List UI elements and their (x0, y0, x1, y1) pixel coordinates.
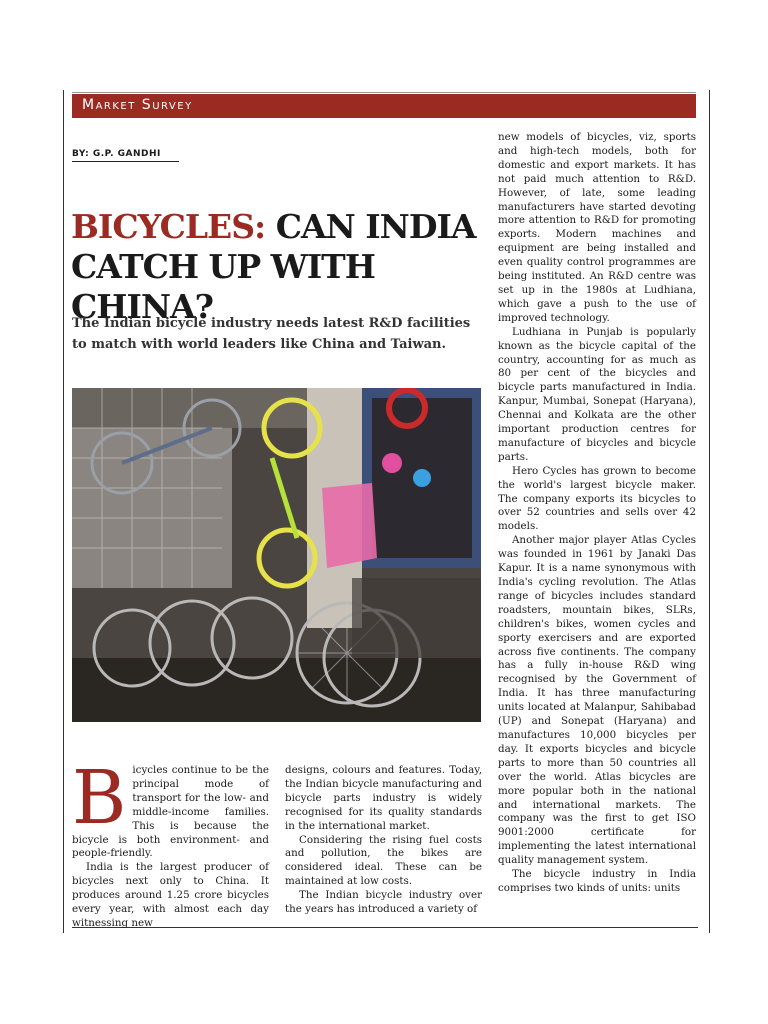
headline-line1: CAN INDIA (265, 207, 476, 246)
right-border-rule (709, 90, 710, 933)
headline-line2: CATCH UP WITH CHINA? (71, 247, 375, 326)
article-headline (71, 207, 491, 327)
paragraph: Considering the rising fuel costs and pollution, the bikes are considered ideal. These can be maintained at low costs. (285, 833, 482, 888)
article-column-3 (498, 131, 696, 896)
paragraph: The bicycle industry in India comprises two kinds of units: units (498, 868, 696, 894)
paragraph: Ludhiana in Punjab is popularly known as the bicycle capital of the country, accounting for as much as 80 per cent of the bicycles and bicycle parts manufactured in India. Kanpur, Mumbai, Sonepat (Haryana), Chennai and Kolkata are the other important production centres for manufacture of bicycles and bicycle parts. (498, 325, 696, 463)
headline-accent: BICYCLES: (71, 207, 266, 246)
byline: BY: G.P. GANDHI (72, 149, 161, 159)
article-deck: The Indian bicycle industry needs latest R&D facilities to match with world leaders like China and Taiwan. (72, 316, 471, 352)
photo-illustration (72, 388, 481, 722)
paragraph: India is the largest producer of bicycles next only to China. It produces around 1.25 crore bicycles every year, with almost each day witnessing new (72, 861, 269, 929)
paragraph: icycles continue to be the principal mode of transport for the low- and middle-income families. This is because the bicycle is both environment- and people-friendly. (72, 764, 269, 860)
section-header-bar (72, 94, 696, 118)
paragraph: The Indian bicycle industry over the years has introduced a variety of (285, 889, 482, 916)
bicycle-shop-photo (72, 388, 481, 722)
paragraph: Hero Cycles has grown to become the world's largest bicycle maker. The company exports its bicycles to over 52 countries and sells over 42 models. (498, 464, 696, 533)
byline-underline (72, 161, 179, 162)
left-border-rule (63, 90, 64, 933)
section-label: Market Survey (82, 97, 193, 113)
paragraph: Another major player Atlas Cycles was founded in 1961 by Janaki Das Kapur. It is a name synonymous with India's cycling revolution. The Atlas range of bicycles includes standard roadsters, mountain bikes, SLRs, children's bikes, women cycles and sporty exercisers and are exported across five continents. The company has a fully in-house R&D wing recognised by the Government of India. It has three manufacturing units located at Malanpur, Sahibabad (UP) and Sonepat (Haryana) and manufactures 10,000 bicycles per day. It exports bicycles and bicycle parts to more than 50 countries all over the world. Atlas bicycles are more popular both in the national and international markets. The company was the first to get ISO 9001:2000 certificate for implementing the latest international quality management system. (498, 534, 696, 867)
article-column-1 (72, 755, 269, 931)
paragraph: new models of bicycles, viz, sports and high-tech models, both for domestic and export markets. It has not paid much attention to R&D. However, of late, some leading manufacturers have started devoting more attention to R&D for promoting exports. Modern machines and equipment are being installed and even quality control programmes are being instituted. An R&D centre was set up in the 1980s at Ludhiana, which gave a push to the use of improved technology. (498, 131, 696, 324)
paragraph: designs, colours and features. Today, the Indian bicycle manufacturing and bicycle parts industry is widely recognised for its quality standards in the international market. (285, 764, 482, 832)
top-rule (72, 92, 696, 93)
article-column-2 (285, 764, 482, 917)
drop-cap: B (72, 755, 127, 841)
